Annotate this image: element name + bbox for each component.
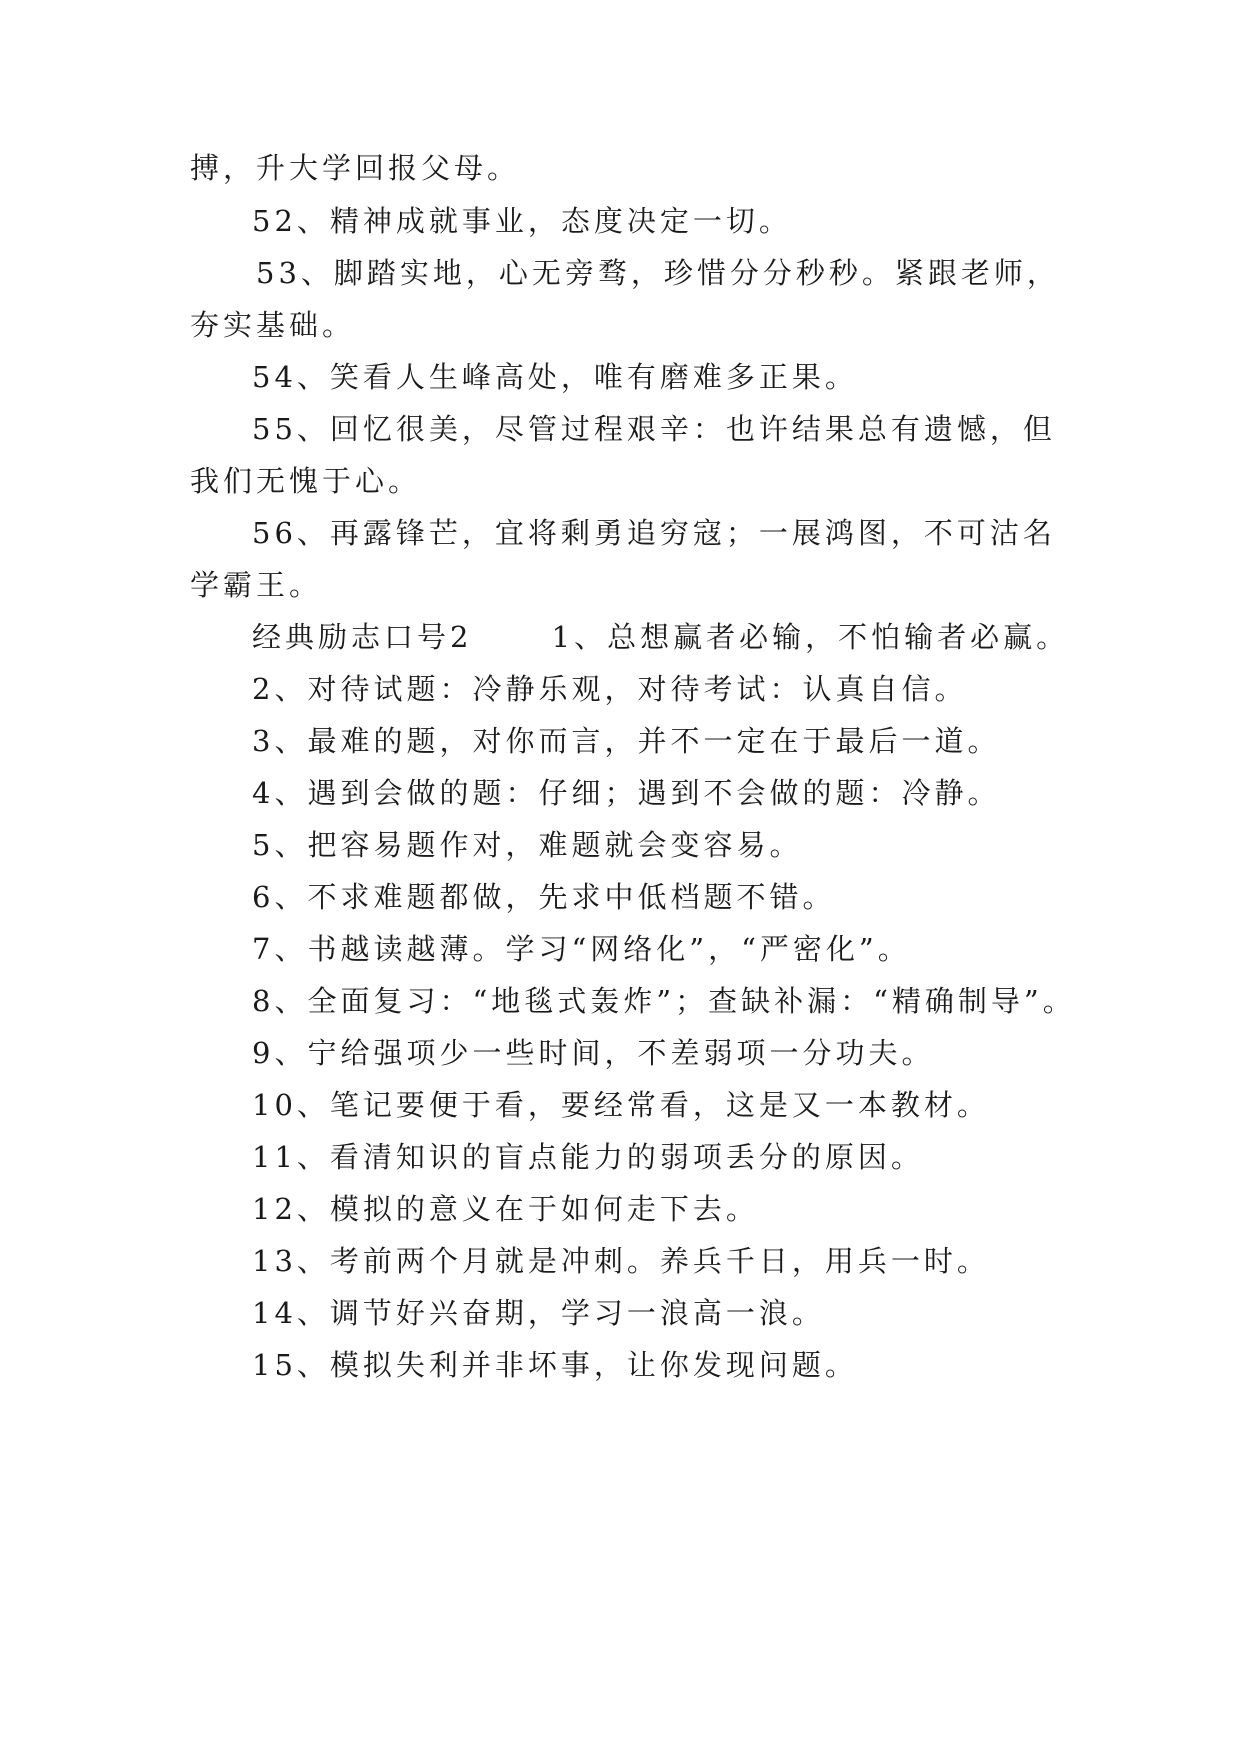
text-line: 学霸王。 <box>190 568 323 602</box>
text-line: 12、模拟的意义在于如何走下去。 <box>252 1192 759 1226</box>
text-line: 10、笔记要便于看，要经常看，这是又一本教材。 <box>252 1088 990 1122</box>
text-line: 13、考前两个月就是冲刺。养兵千日，用兵一时。 <box>252 1244 990 1278</box>
text-line: 14、调节好兴奋期，学习一浪高一浪。 <box>252 1296 825 1330</box>
text-line: 7、书越读越薄。学习“网络化”，“严密化”。 <box>252 932 911 966</box>
text-line: 56、再露锋芒，宜将剩勇追穷寇；一展鸿图，不可沽名 <box>252 516 1056 550</box>
text-line: 54、笑看人生峰高处，唯有磨难多正果。 <box>252 360 858 394</box>
text-line: 9、宁给强项少一些时间，不差弱项一分功夫。 <box>252 1036 935 1070</box>
text-line: 经典励志口号2 1、总想赢者必输，不怕输者必赢。 <box>252 620 1070 654</box>
text-line: 夯实基础。 <box>190 308 356 342</box>
text-line: 5、把容易题作对，难题就会变容易。 <box>252 828 803 862</box>
text-line: 6、不求难题都做，先求中低档题不错。 <box>252 880 836 914</box>
text-line: 我们无愧于心。 <box>190 464 422 498</box>
text-line: 53、脚踏实地，心无旁骛，珍惜分分秒秒。紧跟老师， <box>256 256 1060 290</box>
text-line: 3、最难的题，对你而言，并不一定在于最后一道。 <box>252 724 1001 758</box>
text-line: 52、精神成就事业，态度决定一切。 <box>252 204 792 238</box>
text-line: 4、遇到会做的题：仔细；遇到不会做的题：冷静。 <box>252 776 1001 810</box>
text-line: 8、全面复习：“地毯式轰炸”；查缺补漏：“精确制导”。 <box>252 984 1076 1018</box>
text-line: 搏，升大学回报父母。 <box>190 151 521 185</box>
text-line: 11、看清知识的盲点能力的弱项丢分的原因。 <box>252 1140 924 1174</box>
text-line: 2、对待试题：冷静乐观，对待考试：认真自信。 <box>252 672 968 706</box>
text-line: 55、回忆很美，尽管过程艰辛：也许结果总有遗憾，但 <box>252 412 1056 446</box>
text-line: 15、模拟失利并非坏事，让你发现问题。 <box>252 1348 858 1382</box>
